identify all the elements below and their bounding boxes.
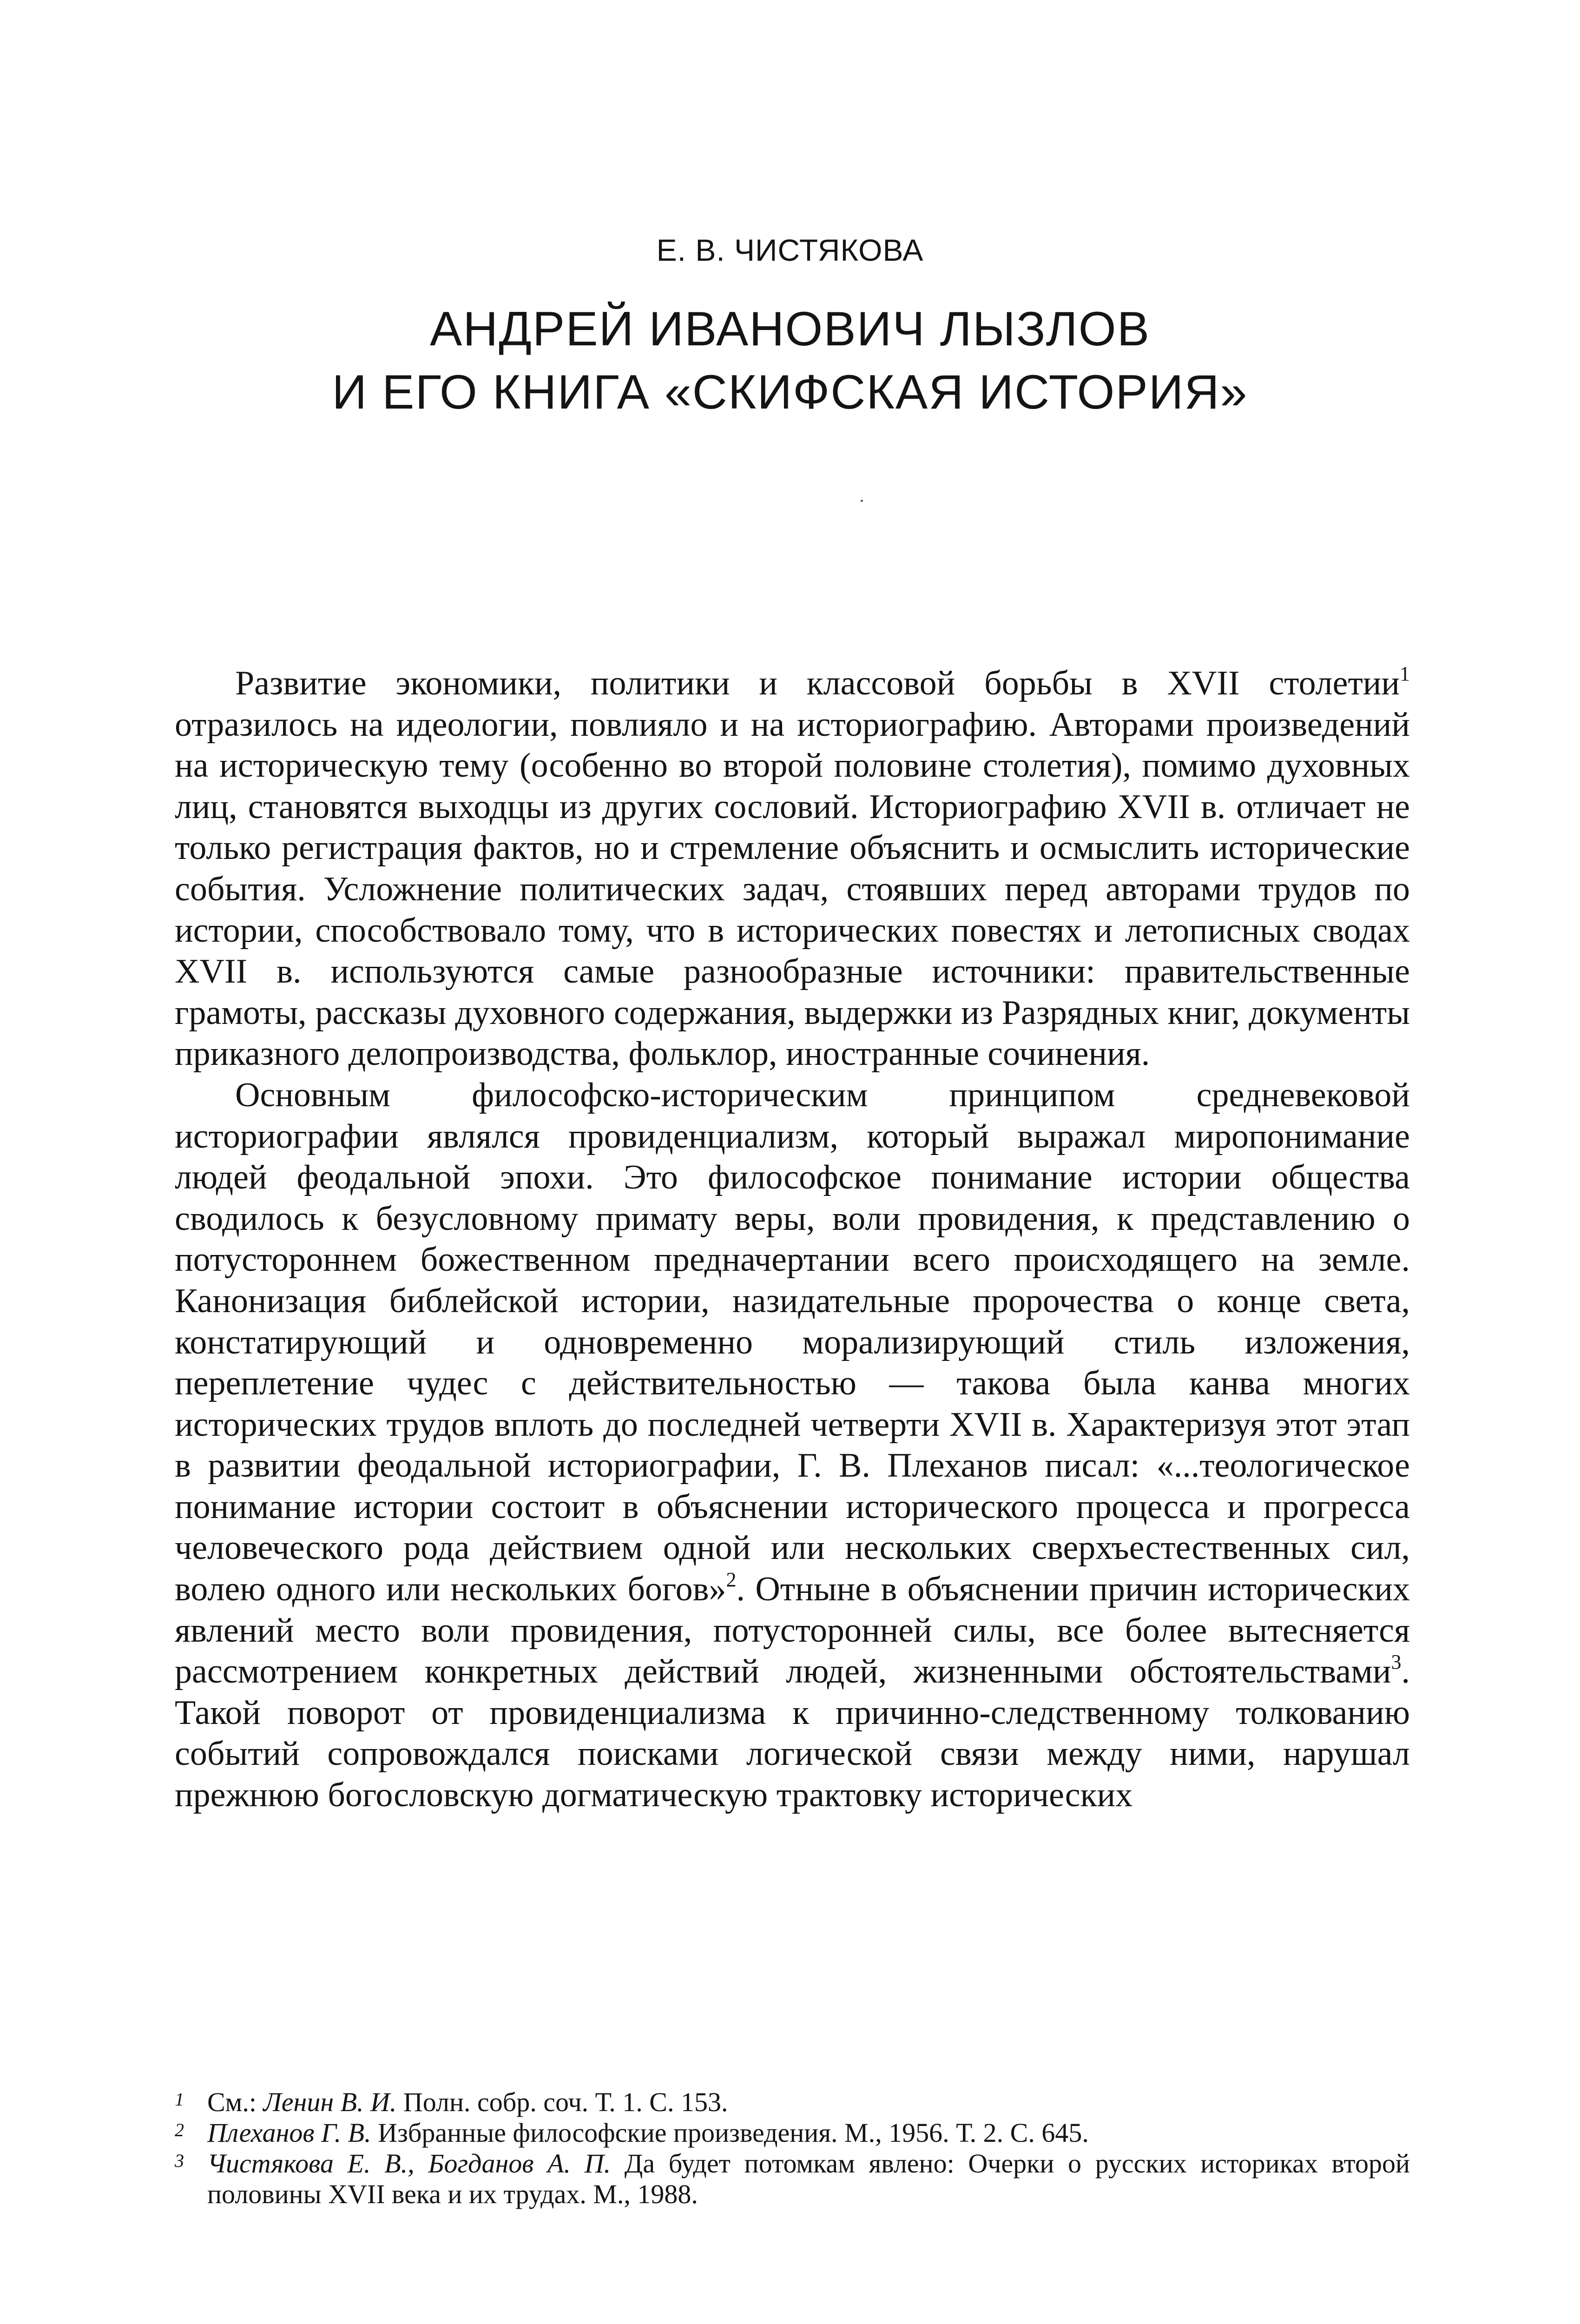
- paragraph-2: [175, 1075, 1410, 1816]
- scan-speck: [861, 500, 863, 502]
- footnote-author: Чистякова Е. В., Богданов А. П.: [207, 2148, 611, 2179]
- footnote-text: Да будет потомкам явлено: Очерки о русских историках второй половины XVII века и их трудах. М., 1988.: [207, 2148, 1410, 2209]
- footnote-author: Плеханов Г. В.: [207, 2118, 371, 2148]
- footnote-number: 1: [175, 2089, 184, 2110]
- footnote-text: Полн. собр. соч. Т. 1. С. 153.: [396, 2087, 728, 2117]
- footnote-ref-1: 1: [1400, 662, 1410, 685]
- paragraph-2-text-b: . Отныне в объяснении причин исторических явлений место воли провидения, потусторонней силы, все более вытесняется рассмотрением конкретных действий людей, жизненными обстоятельствами: [175, 1570, 1410, 1691]
- paragraph-1: [175, 663, 1410, 1075]
- footnote-number: 2: [175, 2119, 184, 2140]
- footnotes: [175, 2087, 1410, 2210]
- title-line-1: АНДРЕЙ ИВАНОВИЧ ЛЫЗЛОВ: [429, 302, 1151, 356]
- article-title: [0, 297, 1580, 424]
- footnote-1: [175, 2087, 1410, 2118]
- footnote-text: Избранные философские произведения. М., 1956. Т. 2. С. 645.: [371, 2118, 1089, 2148]
- paragraph-2-text-a: Основным философско-историческим принципом средневековой историографии являлся провиденциализм, который выражал миропонимание людей феодальной эпохи. Это философское понимание истории общества сводилось к безусловному примату веры, воли провидения, к представлению о потустороннем божественном предначертании всего происходящего на земле. Канонизация библейской истории, назидательные пророчества о конце света, констатирующий и одновременно морализирующий стиль изложения, переплетение чудес с действительностью — такова была канва многих исторических трудов вплоть до последней четверти XVII в. Характеризуя этот этап в развитии феодальной историографии, Г. В. Плеханов писал: «...теологическое понимание истории состоит в объяснении исторического процесса и прогресса человеческого рода действием одной или нескольких сверхъестественных сил, волею одного или нескольких богов»: [175, 1076, 1410, 1609]
- footnote-prefix: См.:: [207, 2087, 263, 2117]
- footnote-2: [175, 2118, 1410, 2148]
- article-body: [175, 663, 1410, 1816]
- footnote-ref-2: 2: [726, 1568, 737, 1591]
- paragraph-1-text-a: Развитие экономики, политики и классовой борьбы в XVII столетии: [235, 664, 1400, 702]
- footnote-author: Ленин В. И.: [263, 2087, 397, 2117]
- paragraph-1-text-b: отразилось на идеологии, повлияло и на историографию. Авторами произведений на историческую тему (особенно во второй половине столетия), помимо духовных лиц, становятся выходцы из других сословий. Историографию XVII в. отличает не только регистрация фактов, но и стремление объяснить и осмыслить исторические события. Усложнение политических задач, стоявших перед авторами трудов по истории, способствовало тому, что в исторических повестях и летописных сводах XVII в. используются самые разнообразные источники: правительственные грамоты, рассказы духовного содержания, выдержки из Разрядных книг, документы приказного делопроизводства, фольклор, иностранные сочинения.: [175, 705, 1410, 1073]
- footnote-ref-3: 3: [1391, 1651, 1402, 1674]
- footnote-3: [175, 2148, 1410, 2210]
- author-name: Е. В. ЧИСТЯКОВА: [656, 233, 924, 267]
- footnote-number: 3: [175, 2150, 184, 2171]
- paragraph-2-text-c: . Такой поворот от провиденциализма к причинно-следственному толкованию событий сопровождался поисками логической связи между ними, нарушал прежнюю богословскую догматическую трактовку исторических: [175, 1652, 1410, 1815]
- title-line-2: И ЕГО КНИГА «СКИФСКАЯ ИСТОРИЯ»: [332, 365, 1248, 419]
